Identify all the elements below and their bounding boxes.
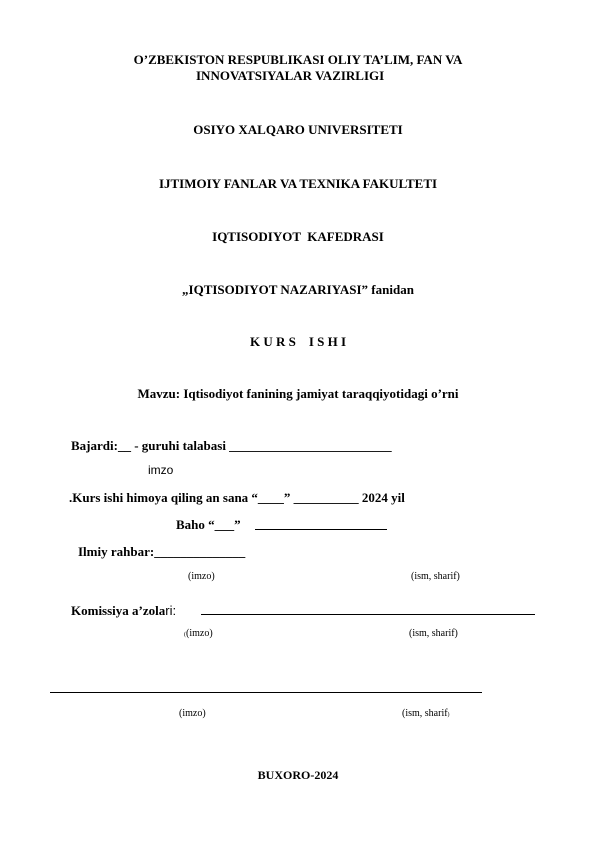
student-signature-label: imzo — [148, 463, 174, 477]
commission-name-label-2 — [402, 708, 450, 719]
commission-name-suffix: ) — [447, 712, 450, 718]
document-title: K U R S I S H I — [249, 334, 347, 349]
commission-name-text: (ism, sharif — [402, 708, 448, 719]
commission-name-label-1: (ism, sharif) — [409, 628, 458, 639]
commission-line-2 — [50, 692, 482, 693]
commission-label — [71, 603, 176, 619]
subject-name: „IQTISODIYOT NAZARIYASI” fanidan — [182, 282, 414, 297]
commission-signature-prefix: ( — [184, 632, 186, 638]
ministry-line-1: O’ZBEKISTON RESPUBLIKASI OLIY TA’LIM, FAN VA — [133, 52, 463, 67]
commission-line-1 — [201, 614, 535, 615]
grade-blank-line — [255, 529, 387, 530]
university-name: OSIYO XALQARO UNIVERSITETI — [193, 122, 403, 137]
commission-signature-label-1 — [184, 628, 213, 639]
city-year: BUXORO-2024 — [257, 768, 339, 782]
supervisor-label — [78, 544, 245, 560]
commission-label-rest: ri: — [165, 603, 177, 618]
ministry-line-2: INNOVATSIYALAR VAZIRLIGI — [196, 68, 385, 83]
commission-signature-label-2: (imzo) — [179, 708, 206, 719]
student-line: Bajardi:__ - guruhi talabasi _________________________ — [71, 438, 392, 453]
defense-date-line: .Kurs ishi himoya qiling an sana “____” __________ 2024 yil — [69, 490, 405, 505]
department-name: IQTISODIYOT KAFEDRASI — [212, 229, 384, 244]
supervisor-label-text: Ilmiy rahbar: — [78, 544, 155, 559]
supervisor-signature-label: (imzo) — [188, 571, 215, 582]
commission-signature-text: (imzo) — [186, 628, 213, 639]
faculty-name: IJTIMOIY FANLAR VA TEXNIKA FAKULTETI — [158, 176, 438, 191]
supervisor-blank: ______________ — [154, 544, 246, 559]
grade-label: Baho “___” — [176, 517, 241, 532]
supervisor-name-label: (ism, sharif) — [411, 571, 460, 582]
topic: Mavzu: Iqtisodiyot fanining jamiyat taraqqiyotidagi o’rni — [137, 386, 459, 401]
commission-label-bold: Komissiya a’zola — [71, 603, 166, 618]
